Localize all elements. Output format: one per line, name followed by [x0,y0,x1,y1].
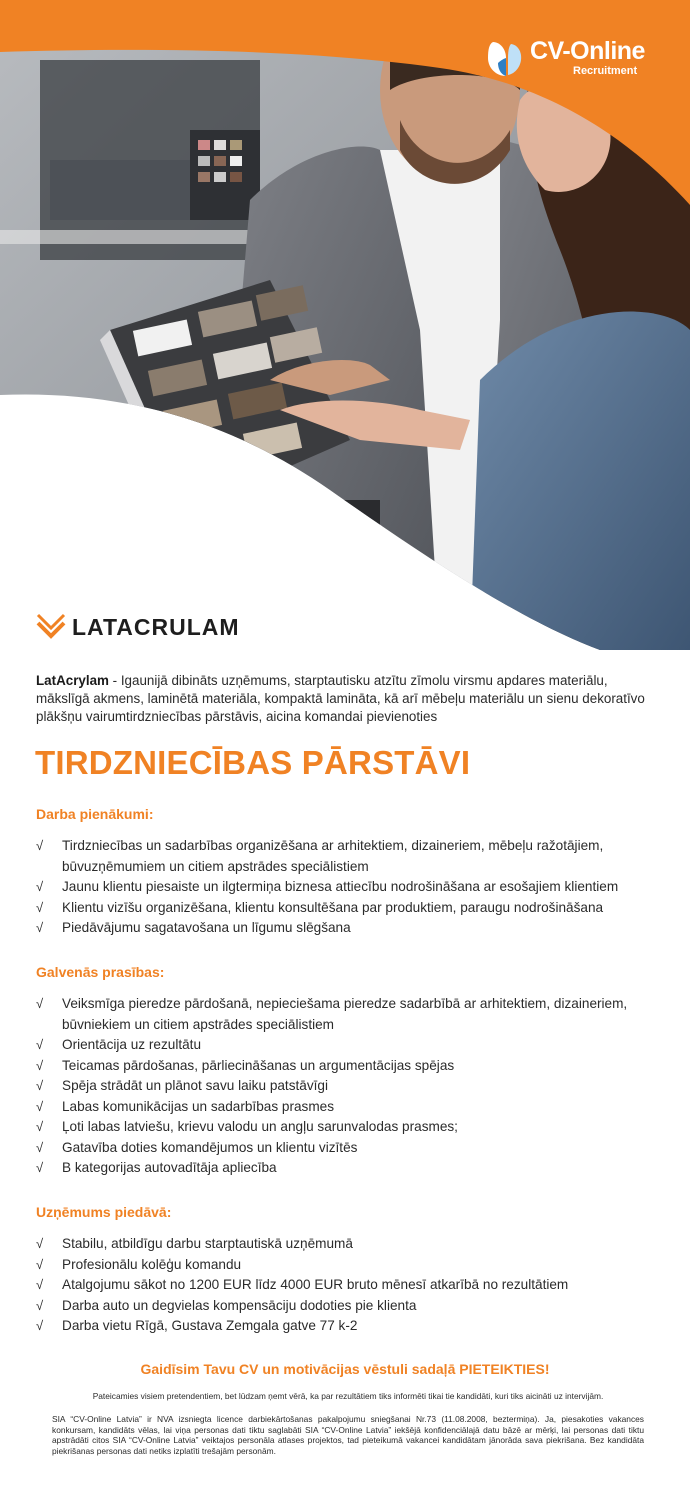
section-heading: Darba pienākumi: [36,806,154,822]
list-item: √ Orientācija uz rezultātu [36,1035,666,1056]
latacrylam-logo [36,612,240,642]
list-item: √ Tirdzniecības un sadarbības organizēšana ar arhitektiem, dizaineriem, mēbeļu ražotājiem, būvuzņēmumiem un citiem apstrādes speciālistiem [36,838,604,874]
check-icon: √ [36,1277,44,1292]
check-icon: √ [36,920,44,935]
apply-call-to-action: Gaidīsim Tavu CV un motivācijas vēstuli sadaļā PIETEIKTIES! [140,1361,550,1377]
company-logo-text: LATACRULAM [72,613,240,640]
list-item: √ Atalgojumu sākot no 1200 EUR līdz 4000 EUR bruto mēnesī atkarībā no rezultātiem [36,1275,666,1296]
list-item: √ Darba auto un degvielas kompensāciju dodoties pie klienta [36,1296,666,1317]
license-note: SIA “CV-Online Latvia” ir NVA izsniegta licence darbiekārtošanas pakalpojumu sniegšanai Nr.73 (11.08.2008, beztermiņa). Ja, piesakoties vakances konkursam, kandidāts vēlas, lai viņa personas dati tiktu saglabāti SIA “CV-Online Latvia” iekšējā konfidenciālajā datu bāzē ar mērķi, lai personas dati tiktu apstrādāti citos SIA “CV-Online Latvia” veiktajos personāla atlases projektos, tad pieteikumā vakancei kandidātam jānorāda sava piekrišana. Bez kandidāta piekrišanas personas dati netiks izplatīti trešajām personām. [52,1414,644,1456]
company-intro [36,672,656,726]
company-name: LatAcrylam [36,673,109,688]
list-item: √ Profesionālu kolēģu komandu [36,1255,666,1276]
check-icon: √ [36,1318,44,1333]
latacrylam-logo-icon [36,612,66,642]
check-icon: √ [36,1119,44,1134]
list-item: √ Gatavība doties komandējumos un klientu vizītēs [36,1138,666,1159]
check-icon: √ [36,838,44,853]
list-item: √ Darba vietu Rīgā, Gustava Zemgala gatve 77 k-2 [36,1316,666,1337]
check-icon: √ [36,1236,44,1251]
section-heading: Uzņēmums piedāvā: [36,1204,172,1220]
requirements-list [36,994,666,1179]
list-item: √ Labas komunikācijas un sadarbības prasmes [36,1097,666,1118]
list-item: √ Stabilu, atbildīgu darbu starptautiskā uzņēmumā [36,1234,666,1255]
list-item: √ Teicamas pārdošanas, pārliecināšanas un argumentācijas spējas [36,1056,666,1077]
list-item: √ Ļoti labas latviešu, krievu valodu un angļu sarunvalodas prasmes; [36,1117,666,1138]
check-icon: √ [36,1160,44,1175]
list-item: √ Piedāvājumu sagatavošana un līgumu slēgšana [36,918,666,939]
check-icon: √ [36,1037,44,1052]
list-item: √ B kategorijas autovadītāja apliecība [36,1158,666,1179]
check-icon: √ [36,1057,44,1073]
thanks-note: Pateicamies visiem pretendentiem, bet lūdzam ņemt vērā, ka par rezultātiem tiks informēti tikai tie kandidāti, kuri tiks aicināti uz intervijām. [92,1391,604,1401]
offer-list [36,1234,666,1337]
hero-banner [0,0,690,650]
section-duties [36,806,666,939]
check-icon: √ [36,1297,44,1313]
check-icon: √ [36,1256,44,1272]
section-heading: Galvenās prasības: [36,964,165,980]
check-icon: √ [36,879,44,894]
list-item: √ Jaunu klientu piesaiste un ilgtermiņa biznesa attiecību nodrošināšana ar esošajiem klientiem [36,877,666,898]
check-icon: √ [36,996,44,1011]
list-item: √ Spēja strādāt un plānot savu laiku patstāvīgi [36,1076,666,1097]
brand-name: CV-Online [530,37,645,65]
check-icon: √ [36,899,44,915]
check-icon: √ [36,1078,44,1093]
brand-subtitle: Recruitment [573,65,638,77]
check-icon: √ [36,1098,44,1114]
list-item: √ Veiksmīga pieredze pārdošanā, nepieciešama pieredze sadarbībā ar arhitektiem, dizaineriem, būvniekiem un citiem apstrādes speciālistiem [36,996,628,1032]
check-icon: √ [36,1139,44,1155]
cv-online-logo [484,38,645,80]
list-item: √ Klientu vizīšu organizēšana, klientu konsultēšana par produktiem, paraugu nodrošināšana [36,898,666,919]
cv-online-logo-icon [484,38,526,80]
duties-list [36,836,666,939]
intro-text: - Igaunijā dibināts uzņēmums, starptautisku atzītu zīmolu virsmu apdares materiālu, mākslīgā akmens, laminētā materiāla, kompaktā lamināta, kā arī mēbeļu materiālu un sienu dekoratīvo plākšņu vairumtirdzniecības pārstāvis, aicina komandai pievienoties [36,673,645,724]
section-requirements [36,964,666,1179]
hero-photo [0,0,690,650]
job-title: TIRDZNIECĪBAS PĀRSTĀVI [35,744,471,781]
section-offer [36,1204,666,1337]
